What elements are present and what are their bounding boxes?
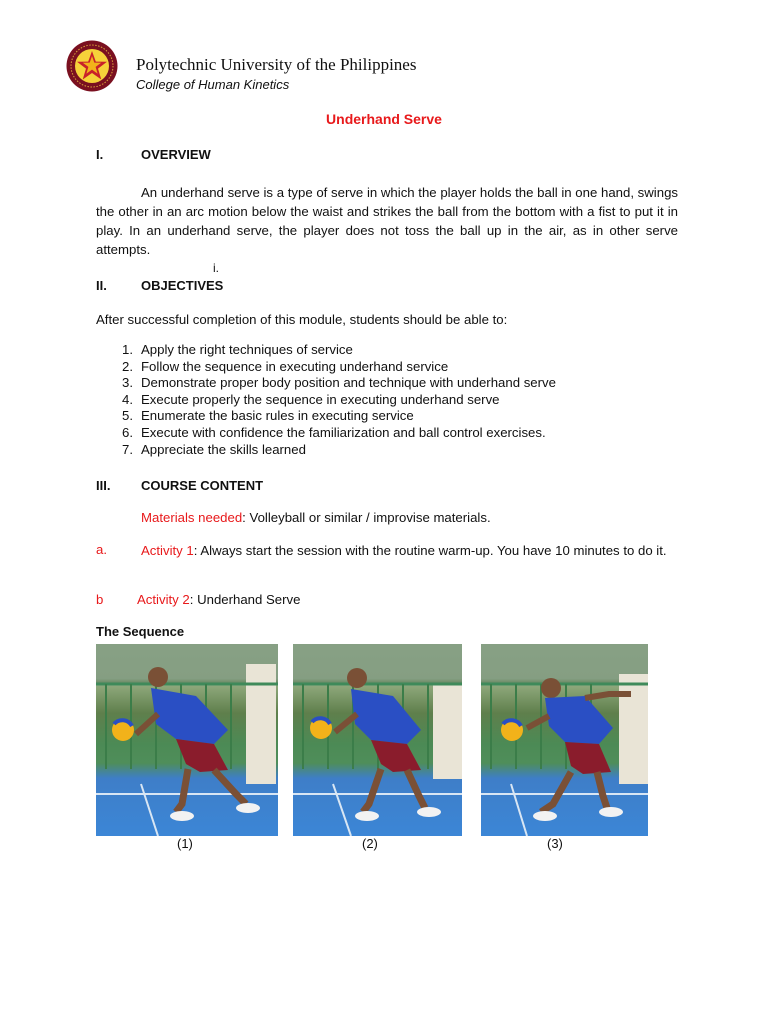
materials-needed — [141, 510, 491, 525]
stray-list-marker: i. — [213, 261, 219, 275]
activity-2-marker: b — [96, 592, 104, 607]
overview-paragraph: An underhand serve is a type of serve in which the player holds the ball in one hand, swings the other in an arc motion below the waist and strikes the ball from the bottom with a fist to put it in play. In an underhand serve, the player does not toss the ball up in the air, as in other serve attempts. — [96, 185, 678, 257]
document-title: Underhand Serve — [326, 111, 442, 127]
list-item: 6. Execute with confidence the familiarization and ball control exercises. — [122, 424, 546, 440]
photo-caption-1: (1) — [177, 836, 193, 851]
college-name: College of Human Kinetics — [136, 77, 290, 92]
list-item: 3. Demonstrate proper body position and technique with underhand serve — [122, 375, 556, 391]
section-title-course-content: COURSE CONTENT — [141, 478, 264, 493]
objectives-intro: After successful completion of this module, students should be able to: — [96, 312, 508, 327]
list-item: 7. Appreciate the skills learned — [122, 441, 306, 457]
section-number-overview: I. — [96, 147, 104, 162]
activity-1-marker: a. — [96, 542, 107, 557]
list-item: 2. Follow the sequence in executing underhand service — [122, 358, 449, 374]
materials-label: Materials needed — [141, 510, 243, 525]
activity-2 — [137, 592, 300, 607]
list-item: 1. Apply the right techniques of service — [122, 342, 353, 357]
photo-caption-2: (2) — [362, 836, 378, 851]
list-item: 4. Execute properly the sequence in executing underhand serve — [122, 391, 500, 407]
objectives-list — [96, 342, 556, 458]
section-title-objectives: OBJECTIVES — [141, 278, 224, 293]
list-item: 5. Enumerate the basic rules in executing service — [122, 408, 414, 424]
activity-1-label: Activity 1 — [141, 543, 194, 558]
section-number-objectives: II. — [96, 278, 107, 293]
activity-1-text: : Always start the session with the routine warm-up. You have 10 minutes to do it. — [193, 543, 667, 558]
section-number-course-content: III. — [96, 478, 111, 493]
sequence-photo-2 — [293, 644, 462, 836]
activity-2-text: : Underhand Serve — [189, 592, 301, 607]
sequence-title: The Sequence — [96, 624, 185, 639]
university-name: Polytechnic University of the Philippines — [136, 55, 417, 74]
sequence-photo-3 — [481, 644, 648, 836]
activity-1 — [141, 542, 671, 559]
section-title-overview: OVERVIEW — [141, 147, 211, 162]
activity-2-label: Activity 2 — [137, 592, 190, 607]
materials-text: : Volleyball or similar / improvise materials. — [242, 510, 491, 525]
sequence-photo-1 — [96, 644, 278, 836]
photo-caption-3: (3) — [547, 836, 563, 851]
university-seal-logo — [66, 40, 118, 92]
